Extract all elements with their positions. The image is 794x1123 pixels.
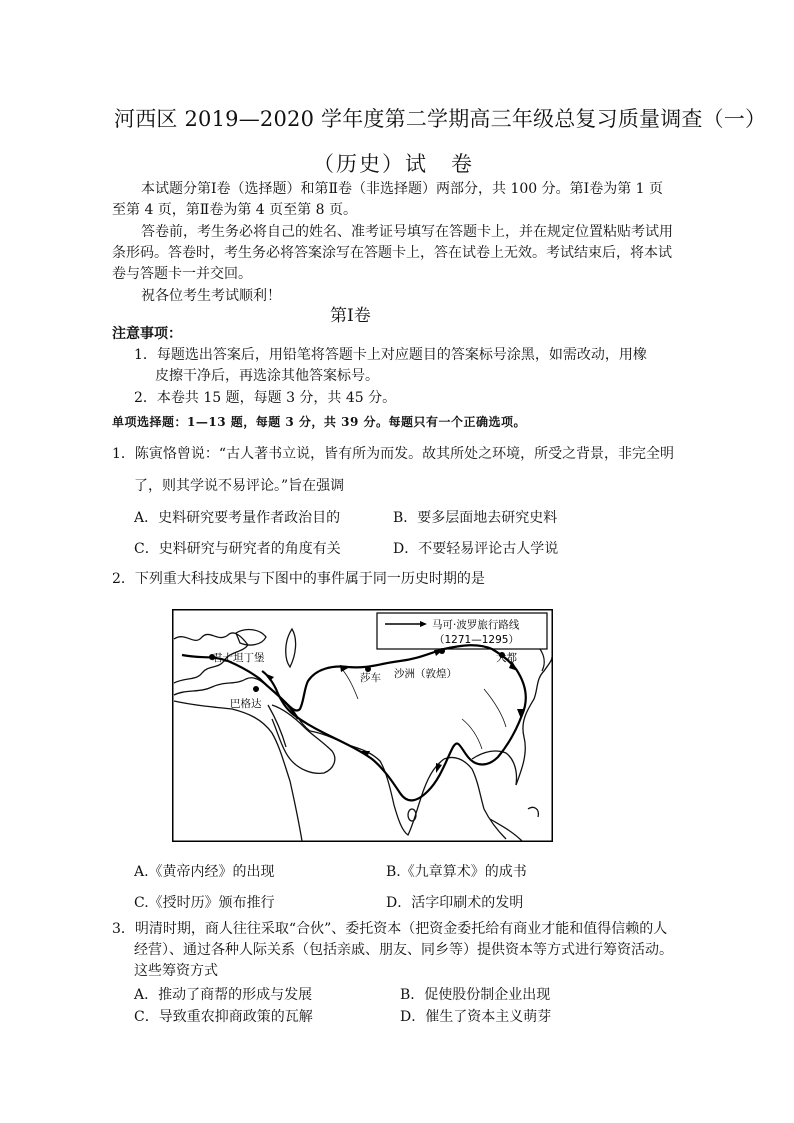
question-3-option-a: A．推动了商帮的形成与发展: [134, 987, 313, 1003]
intro-paragraph-2-cont: 条形码。答卷时，考生务必将答案涂写在答题卡上，答在试卷上无效。考试结束后，将本试: [112, 245, 672, 261]
exam-subtitle: （历史）试 卷: [313, 152, 474, 176]
question-3-option-d: D．催生了资本主义萌芽: [400, 1009, 552, 1025]
marco-polo-route-map: [172, 609, 553, 842]
question-1-option-a: A．史料研究要考量作者政治目的: [134, 510, 341, 526]
question-2-option-d: D．活字印刷术的发明: [386, 895, 524, 911]
map-legend-years: （1271—1295）: [434, 634, 519, 646]
note-1: 1．每题选出答案后，用铅笔将答题卡上对应题目的答案标号涂黑，如需改动，用橡: [134, 347, 647, 363]
exam-title: 河西区 2019—2020 学年度第二学期高三年级总复习质量调查（一）: [114, 107, 767, 131]
intro-paragraph-2: 答卷前，考生务必将自己的姓名、准考证号填写在答题卡上，并在规定位置粘贴考试用: [141, 224, 673, 240]
question-2-option-c: C.《授时历》颁布推行: [134, 895, 275, 911]
notes-title: 注意事项：: [112, 326, 182, 342]
question-1-stem: 1．陈寅恪曾说：“古人著书立说，皆有所为而发。故其所处之环境，所受之背景，非完全明: [112, 446, 675, 462]
question-1-option-b: B．要多层面地去研究史料: [393, 510, 558, 526]
note-2: 2．本卷共 15 题，每题 3 分，共 45 分。: [134, 390, 397, 406]
section-heading: 第Ⅰ卷: [330, 306, 371, 326]
question-3-stem: 3．明清时期，商人往往采取“合伙”、委托资本（把资金委托给有商业才能和值得信赖的人: [112, 921, 668, 937]
question-3-stem-end: 这些筹资方式: [134, 963, 218, 979]
note-1-cont: 皮擦干净后，再选涂其他答案标号。: [155, 368, 379, 384]
question-3-option-b: B．促使股份制企业出现: [400, 987, 551, 1003]
good-luck-text: 祝各位考生考试顺利！: [141, 288, 281, 304]
intro-paragraph-1-cont: 至第 4 页，第Ⅱ卷为第 4 页至第 8 页。: [112, 202, 357, 218]
intro-paragraph-1: 本试题分第Ⅰ卷（选择题）和第Ⅱ卷（非选择题）两部分，共 100 分。第Ⅰ卷为第 1 页: [141, 181, 664, 197]
city-marker-shazhou: [439, 648, 445, 654]
choice-instruction: 单项选择题：1—13 题，每题 3 分，共 39 分。每题只有一个正确选项。: [112, 415, 526, 429]
city-marker-baghdad: [253, 686, 259, 692]
question-2-stem: 2．下列重大科技成果与下图中的事件属于同一历史时期的是: [112, 571, 485, 587]
place-dadu: 大都: [496, 652, 517, 664]
question-1-option-c: C．史料研究与研究者的角度有关: [134, 541, 341, 557]
place-baghdad: 巴格达: [230, 698, 262, 710]
question-2-option-a: A.《黄帝内经》的出现: [134, 864, 275, 880]
place-shache: 莎车: [360, 672, 381, 684]
question-1-stem-cont: 了，则其学说不易评论。”旨在强调: [134, 478, 345, 494]
place-shazhou: 沙洲（敦煌）: [394, 668, 457, 680]
place-constantinople: 君士坦丁堡: [212, 652, 265, 664]
map-legend-label: 马可·波罗旅行路线: [432, 619, 520, 631]
question-3-stem-cont: 经营）、通过各种人际关系（包括亲戚、朋友、同乡等）提供资本等方式进行筹资活动。: [134, 942, 673, 958]
intro-paragraph-2-end: 卷与答题卡一并交回。: [112, 266, 252, 282]
question-1-option-d: D．不要轻易评论古人学说: [393, 541, 559, 557]
question-2-option-b: B.《九章算术》的成书: [386, 864, 527, 880]
question-3-option-c: C．导致重农抑商政策的瓦解: [134, 1009, 313, 1025]
